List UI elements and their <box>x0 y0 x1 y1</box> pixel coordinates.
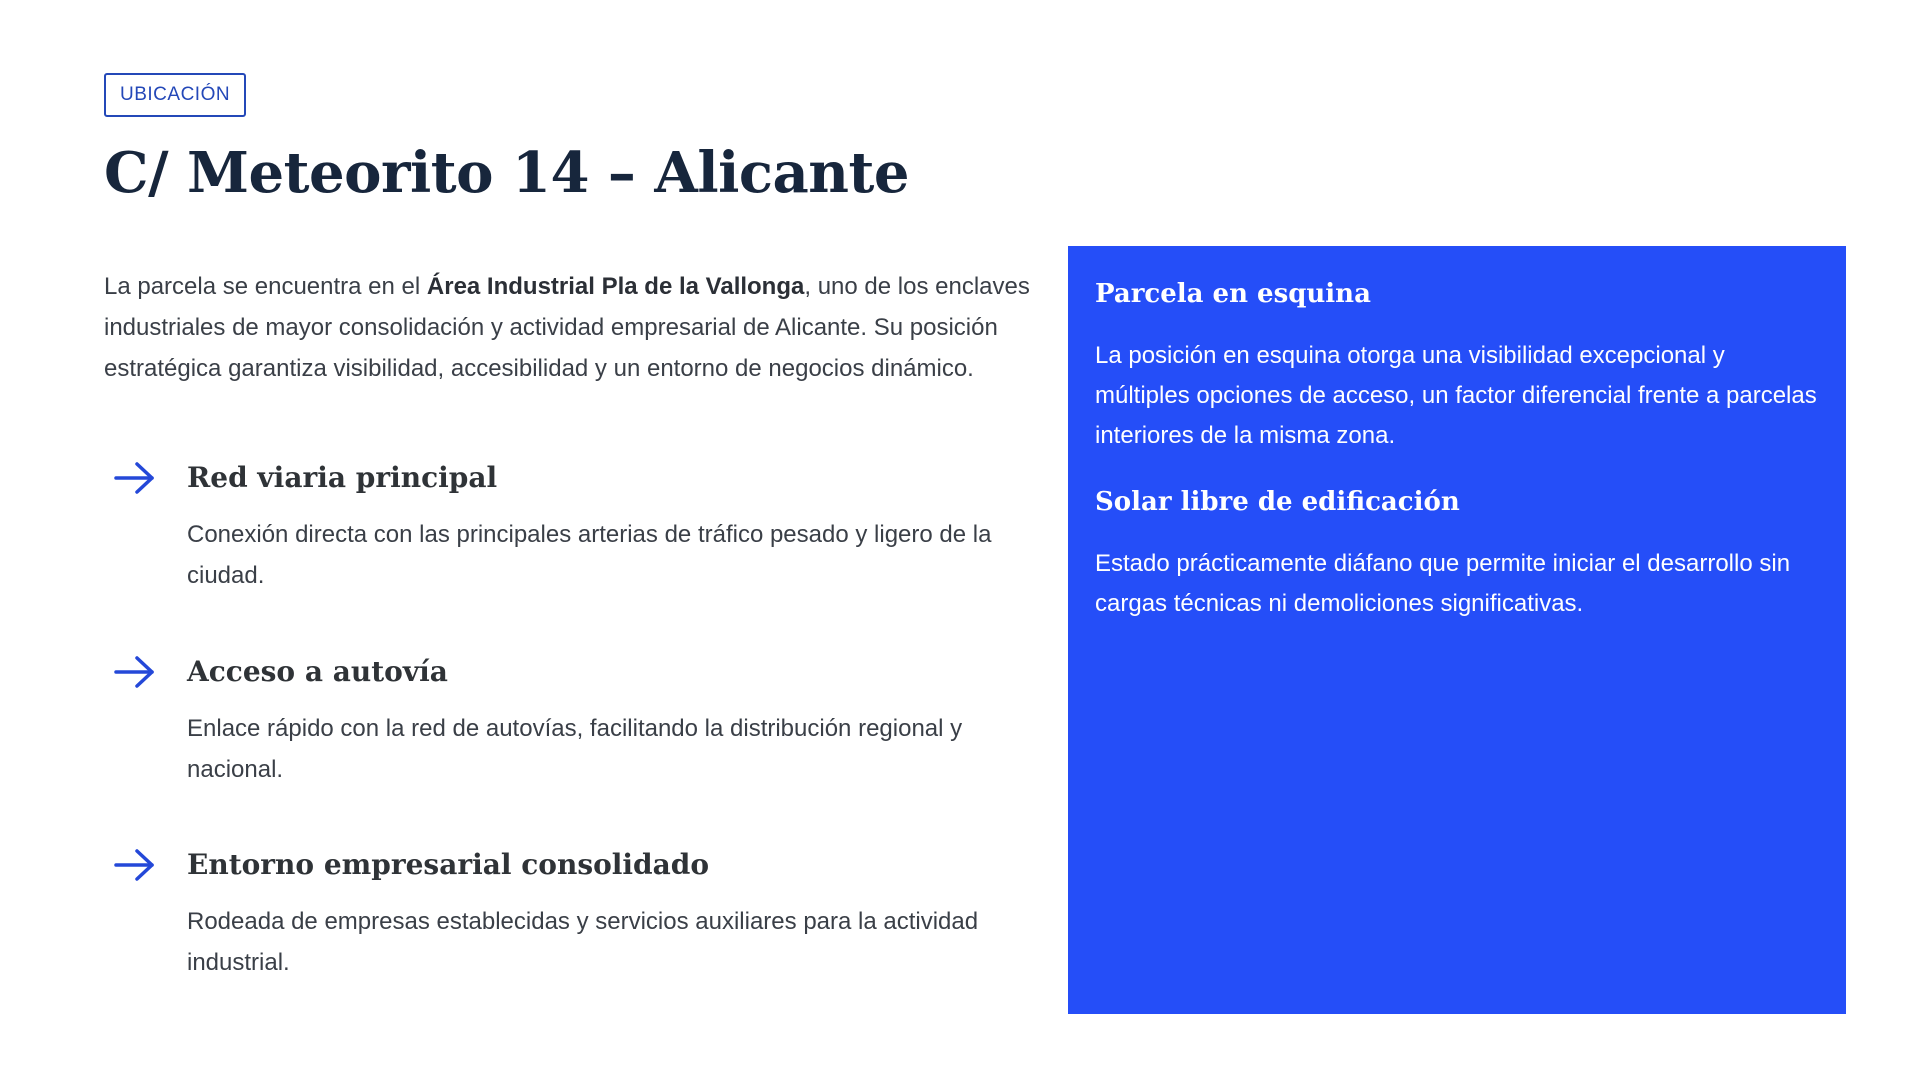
panel-item-text: La posición en esquina otorga una visibilidad excepcional y múltiples opciones de acceso, un factor diferencial frente a parcelas interiores de la misma zona. <box>1095 342 1817 449</box>
intro-paragraph <box>104 266 1034 389</box>
section-badge-label: UBICACIÓN <box>120 84 231 105</box>
intro-text-after: , uno de los enclaves industriales de mayor consolidación y actividad empresarial de Alicante. Su posición estratégica garantiza visibilidad, accesibilidad y un entorno de negocios dinámico. <box>104 273 1030 382</box>
panel-item-title: Solar libre de edificación <box>1095 487 1460 517</box>
intro-highlight: Área Industrial Pla de la Vallonga <box>426 273 805 300</box>
section-badge <box>104 73 246 117</box>
intro-text-before: La parcela se encuentra en el <box>104 273 427 300</box>
page-title: C/ Meteorito 14 – Alicante <box>104 140 909 206</box>
arrow-right-icon <box>110 458 158 498</box>
feature-description: Conexión directa con las principales arterias de tráfico pesado y ligero de la ciudad. <box>187 521 992 589</box>
arrow-right-icon <box>110 845 158 885</box>
panel-item-text: Estado prácticamente diáfano que permite iniciar el desarrollo sin cargas técnicas ni demoliciones significativas. <box>1095 550 1791 617</box>
feature-description: Enlace rápido con la red de autovías, facilitando la distribución regional y nacional. <box>187 715 963 783</box>
feature-title: Acceso a autovía <box>187 655 448 688</box>
feature-title: Entorno empresarial consolidado <box>187 848 710 881</box>
panel-item-title: Parcela en esquina <box>1095 279 1371 309</box>
highlight-panel <box>1068 246 1846 1014</box>
feature-description: Rodeada de empresas establecidas y servicios auxiliares para la actividad industrial. <box>187 908 979 976</box>
arrow-right-icon <box>110 652 158 692</box>
feature-title: Red viaria principal <box>187 461 498 494</box>
